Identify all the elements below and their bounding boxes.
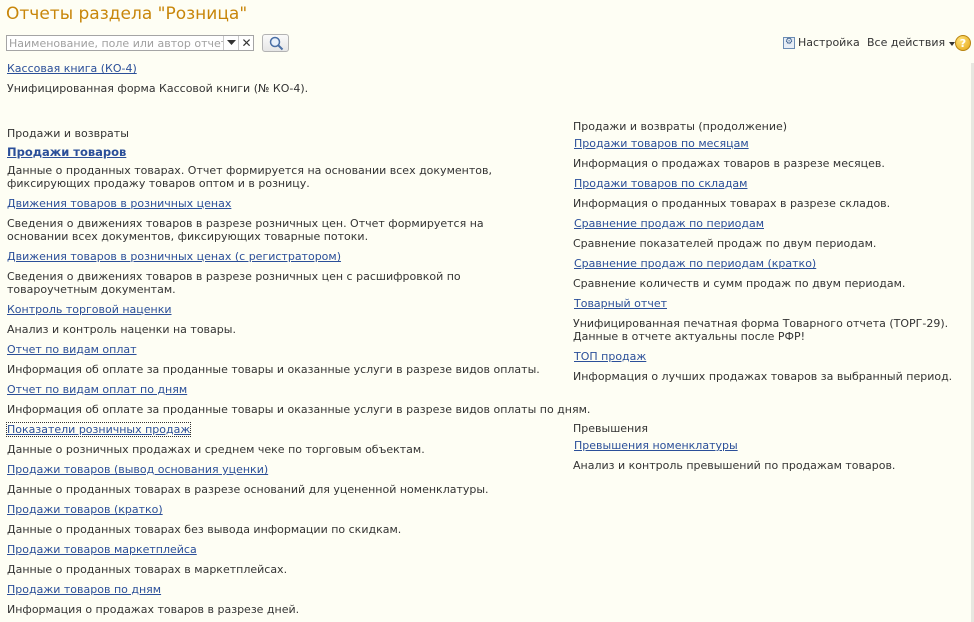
section-heading-sales-continued: Продажи и возвраты (продолжение) — [573, 120, 788, 133]
help-button[interactable] — [955, 35, 971, 51]
report-link[interactable]: Движения товаров в розничных ценах — [7, 197, 232, 210]
report-link[interactable]: Продажи товаров по месяцам — [574, 137, 749, 150]
report-description: Сведения о движениях товаров в разрезе розничных цен. Отчет формируется на основании всех документов, фиксирующих товарные потоки. — [7, 217, 484, 243]
report-link[interactable]: Сравнение продаж по периодам — [574, 217, 764, 230]
report-link[interactable]: Продажи товаров (кратко) — [7, 503, 163, 516]
report-description: Информация об оплате за проданные товары и оказанные услуги в разрезе видов оплаты по дням. — [7, 403, 591, 416]
clear-search-button[interactable] — [238, 36, 254, 50]
help-icon: ? — [959, 36, 967, 50]
settings-label: Настройка — [798, 36, 860, 49]
report-link[interactable]: Товарный отчет — [574, 297, 667, 310]
report-description: Информация о продажах товаров в разрезе месяцев. — [573, 157, 885, 170]
report-link[interactable]: Продажи товаров по складам — [574, 177, 748, 190]
report-description: Сравнение показателей продаж по двум периодам. — [573, 237, 877, 250]
report-description: Данные о розничных продажах и среднем чеке по торговым объектам. — [7, 443, 425, 456]
report-link[interactable]: ТОП продаж — [574, 350, 647, 363]
report-link[interactable]: Сравнение продаж по периодам (кратко) — [574, 257, 817, 270]
section-heading-exceedances: Превышения — [573, 422, 648, 435]
report-description: Информация о лучших продажах товаров за выбранный период. — [573, 370, 953, 383]
report-link-cash-book[interactable]: Кассовая книга (КО-4) — [7, 62, 137, 75]
report-link[interactable]: Продажи товаров по дням — [7, 583, 162, 596]
report-description: Данные о проданных товарах в разрезе оснований для уцененной номенклатуры. — [7, 483, 489, 496]
report-link[interactable]: Продажи товаров маркетплейса — [7, 543, 197, 556]
report-link[interactable]: Отчет по видам оплат — [7, 343, 137, 356]
report-description: Унифицированная форма Кассовой книги (№ КО-4). — [7, 82, 309, 95]
report-description: Сведения о движениях товаров в разрезе розничных цен с расшифровкой по товароучетным документам. — [7, 270, 461, 296]
report-link[interactable]: Продажи товаров (вывод основания уценки) — [7, 463, 269, 476]
report-description: Информация о проданных товарах в разрезе складов. — [573, 197, 891, 210]
search-field[interactable] — [6, 35, 254, 51]
report-link[interactable]: Показатели розничных продаж — [7, 423, 191, 436]
report-description: Информация об оплате за проданные товары и оказанные услуги в разрезе видов оплаты. — [7, 363, 540, 376]
report-description: Информация о продажах товаров в разрезе дней. — [7, 603, 300, 616]
all-actions-label: Все действия — [867, 36, 946, 49]
report-link[interactable]: Превышения номенклатуры — [574, 439, 738, 452]
settings-button[interactable] — [783, 36, 860, 49]
close-icon: ✕ — [241, 36, 252, 50]
chevron-down-icon — [227, 40, 236, 46]
page-title: Отчеты раздела "Розница" — [6, 4, 248, 24]
report-description: Анализ и контроль превышений по продажам товаров. — [573, 459, 896, 472]
search-icon — [268, 36, 284, 51]
find-button[interactable] — [262, 34, 289, 52]
report-description: Анализ и контроль наценки на товары. — [7, 323, 236, 336]
report-description: Данные о проданных товарах без вывода информации по скидкам. — [7, 523, 402, 536]
report-description: Унифицированная печатная форма Товарного отчета (ТОРГ-29). Данные в отчете актуальны после РФР! — [573, 317, 949, 343]
all-actions-menu[interactable] — [867, 36, 955, 49]
report-link[interactable]: Отчет по видам оплат по дням — [7, 383, 188, 396]
report-description: Данные о проданных товарах. Отчет формируется на основании всех документов, фиксирующих продажу товаров оптом и в розницу. — [7, 164, 492, 190]
search-dropdown-button[interactable] — [223, 36, 239, 50]
gear-icon: ⚙ — [784, 37, 794, 47]
report-link[interactable]: Контроль торговой наценки — [7, 303, 172, 316]
report-link[interactable]: Движения товаров в розничных ценах (с регистратором) — [7, 250, 342, 263]
section-heading-sales: Продажи и возвраты — [7, 127, 129, 140]
report-description: Сравнение количеств и сумм продаж по двум периодам. — [573, 277, 906, 290]
report-link[interactable]: Продажи товаров — [7, 145, 127, 159]
search-input[interactable] — [7, 36, 225, 50]
report-description: Данные о проданных товарах в маркетплейсах. — [7, 563, 288, 576]
